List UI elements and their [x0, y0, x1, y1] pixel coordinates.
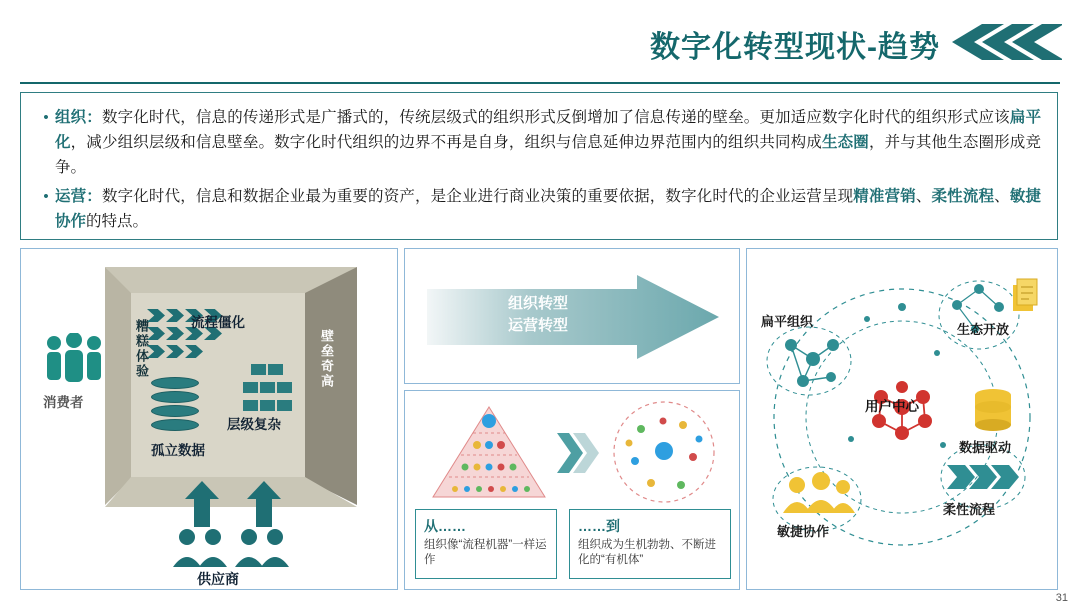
- bullet-seg: ，减少组织层级和信息壁垒。数字化时代组织的边界不再是自身，组织与信息延伸边界范围内的组织共同构成: [70, 134, 822, 151]
- database-icon: [975, 389, 1011, 431]
- document-icon: [1013, 279, 1037, 311]
- from-callout: [415, 509, 557, 579]
- bullet-seg-bold: 精准营销: [853, 188, 916, 205]
- data-driven-label: 数据驱动: [959, 440, 1012, 455]
- bullet-marker: •: [43, 109, 49, 126]
- ecosystem-open-label: 生态开放: [957, 322, 1010, 337]
- bullet-seg: 数字化时代，信息的传递形式是广播式的，传统层级式的组织形式反倒增加了信息传递的壁垒。更加适应数字化时代的组织形式应该: [101, 109, 1010, 126]
- bullet-label: 运营：: [55, 188, 102, 205]
- data-coins-icon: [151, 377, 199, 433]
- user-center-label: 用户中心: [865, 399, 919, 414]
- bullet-seg-bold: 生态圈: [821, 134, 869, 151]
- bad-experience-label: 糟糕体验: [134, 319, 149, 379]
- from-body: 组织像“流程机器”一样运作: [424, 539, 547, 566]
- bullet-seg: ，并与其他生态圈形成竞争。: [55, 134, 1041, 176]
- bullet-label: 组织：: [55, 109, 102, 126]
- consumer-label: 消费者: [43, 395, 84, 410]
- current-state-diagram-panel: [20, 248, 398, 590]
- arrow-line-1: 组织转型: [507, 295, 568, 312]
- from-to-panel: [404, 390, 740, 590]
- to-body: 组织成为生机勃勃、不断进化的“有机体”: [578, 539, 716, 566]
- wall-label: 壁垒奇高: [319, 329, 334, 389]
- isolated-data-label: 孤立数据: [151, 443, 205, 458]
- chevron-decoration-icon: [952, 24, 1062, 60]
- pyramid-hierarchy-icon: [429, 405, 549, 499]
- bullet-item: [37, 184, 1041, 234]
- bullet-seg-bold: 扁平化: [55, 109, 1041, 151]
- bullet-seg: 、: [994, 188, 1010, 205]
- arrow-text: [483, 293, 593, 337]
- page-title: 数字化转型现状-趋势: [650, 31, 940, 64]
- from-title: 从……: [424, 518, 466, 534]
- bullet-seg: 数字化时代，信息和数据企业最为重要的资产，是企业进行商业决策的重要依据，数字化时代的企业运营呈现: [101, 188, 854, 205]
- arrow-line-2: 运营转型: [507, 317, 568, 334]
- flexible-process-label: 柔性流程: [943, 502, 996, 517]
- header-divider: [20, 82, 1060, 84]
- supplier-people-icon: [173, 527, 289, 569]
- supplier-label: 供应商: [197, 571, 239, 587]
- bullet-seg-bold: 柔性流程: [931, 188, 995, 205]
- room-left-wall: [105, 267, 131, 505]
- consumer-people-icon: [43, 333, 105, 389]
- future-ecosystem-panel: [746, 248, 1058, 590]
- isometric-room: [105, 267, 357, 507]
- process-rigid-label: 流程僵化: [191, 315, 245, 330]
- agile-collaboration-label: 敏捷协作: [777, 524, 830, 539]
- slide-header: [0, 0, 1080, 80]
- layer-blocks-icon: [229, 363, 305, 417]
- bullet-seg: 、: [915, 188, 932, 205]
- transformation-arrow-panel: [404, 248, 740, 384]
- to-title: ……到: [578, 518, 620, 534]
- agile-people-icon: [783, 472, 855, 513]
- to-callout: [569, 509, 731, 579]
- flat-organization-label: 扁平组织: [761, 314, 814, 329]
- bullet-text: [55, 184, 1041, 234]
- bullet-marker: •: [43, 188, 49, 205]
- bullet-text: [55, 105, 1041, 180]
- supplier-arrow-icon: [247, 481, 281, 527]
- summary-textbox: [20, 92, 1058, 240]
- bullet-item: [37, 105, 1041, 180]
- transition-chevrons-icon: [557, 433, 601, 473]
- bullet-seg: 的特点。: [86, 213, 149, 230]
- complex-levels-label: 层级复杂: [227, 417, 281, 432]
- flexible-process-chevrons-icon: [947, 465, 1019, 489]
- bullet-seg-bold: 敏捷协作: [55, 188, 1041, 230]
- organic-network-icon: [605, 399, 723, 505]
- page-number: 31: [1055, 592, 1068, 604]
- supplier-arrow-icon: [185, 481, 219, 527]
